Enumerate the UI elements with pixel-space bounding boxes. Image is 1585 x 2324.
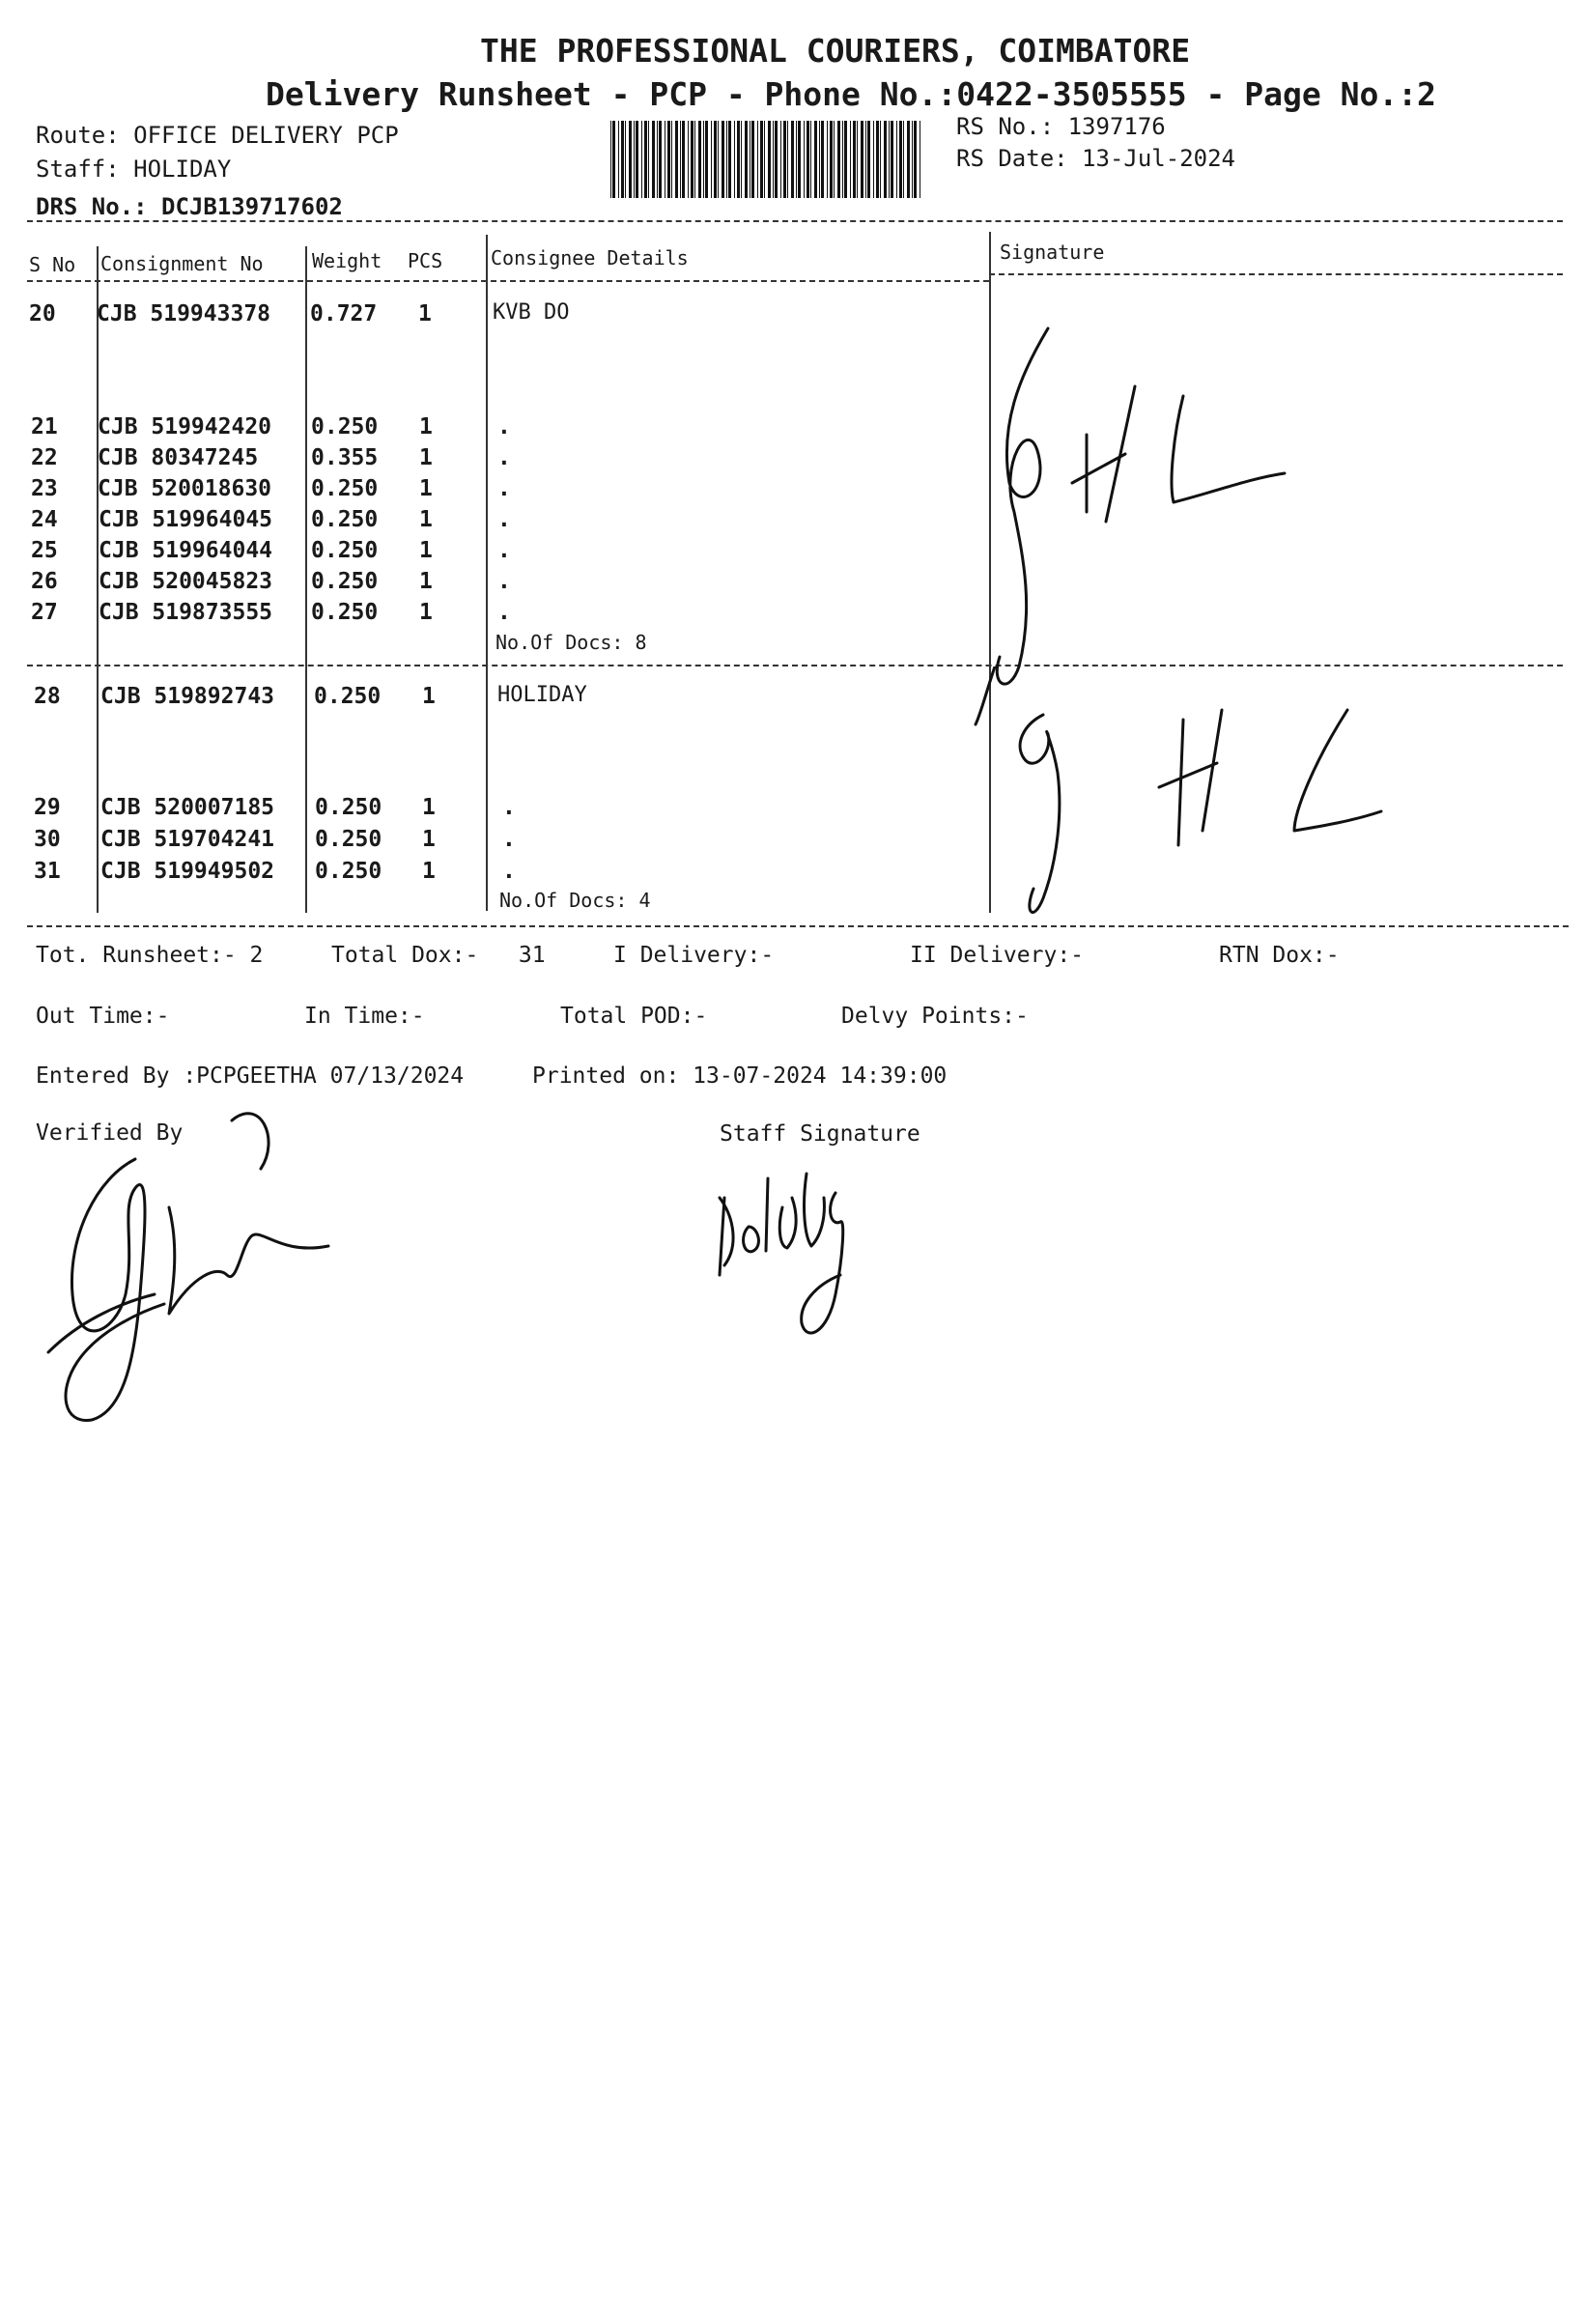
row-pcs: 1 [419, 476, 433, 501]
handwritten-signature-group-1 [980, 319, 1289, 715]
barcode-bar [694, 121, 695, 198]
row-sno: 29 [34, 795, 61, 820]
barcode-bar [644, 121, 647, 198]
row-consignment: CJB 519949502 [100, 859, 275, 884]
barcode-bar [834, 121, 835, 198]
barcode-bar [907, 121, 910, 198]
row-pcs: 1 [422, 827, 436, 852]
barcode-bar [682, 121, 685, 198]
company-name: THE PROFESSIONAL COURIERS, COIMBATORE [480, 32, 1191, 70]
barcode-bar [787, 121, 788, 198]
rs-number: RS No.: 1397176 [956, 113, 1166, 140]
tot-runsheet: Tot. Runsheet:- 2 [36, 943, 264, 968]
handwritten-signature-group-2 [966, 666, 1391, 927]
row-sno: 25 [31, 538, 58, 563]
row-weight: 0.355 [311, 445, 379, 470]
barcode-bar [899, 121, 902, 198]
barcode-bar [629, 121, 632, 198]
table-row [0, 600, 1585, 631]
barcode-bar [775, 121, 778, 198]
barcode-bar [804, 121, 805, 198]
row-weight: 0.250 [311, 569, 379, 594]
row-detail: . [497, 569, 511, 594]
ii-delivery: II Delivery:- [910, 943, 1085, 968]
docs-count: No.Of Docs: 8 [495, 631, 647, 654]
row-weight: 0.250 [315, 795, 382, 820]
row-detail: . [497, 414, 511, 439]
barcode-bar [625, 121, 626, 198]
row-weight: 0.250 [315, 859, 382, 884]
row-detail: . [502, 827, 516, 852]
barcode-bar [726, 121, 727, 198]
barcode-bar [880, 121, 881, 198]
barcode-bar [773, 121, 774, 198]
barcode-bar [791, 121, 794, 198]
row-consignment: CJB 520045823 [99, 569, 273, 594]
barcode-bar [641, 121, 642, 198]
row-consignment: CJB 520007185 [100, 795, 275, 820]
barcode-bar [764, 121, 765, 198]
i-delivery: I Delivery:- [613, 943, 775, 968]
table-row [0, 301, 1585, 332]
row-pcs: 1 [419, 507, 433, 532]
barcode-bar [884, 121, 887, 198]
row-consignment: CJB 519942420 [98, 414, 272, 439]
row-detail: . [497, 538, 511, 563]
barcode-bar [636, 121, 638, 198]
drs-number: DRS No.: DCJB139717602 [36, 193, 343, 220]
col-sno: S No [29, 253, 76, 276]
barcode-bar [807, 121, 809, 198]
barcode-bar [675, 121, 678, 198]
row-detail: . [497, 507, 511, 532]
row-pcs: 1 [419, 600, 433, 625]
barcode-bar [612, 121, 615, 198]
barcode-bar [844, 121, 847, 198]
entered-by: Entered By :PCPGEETHA 07/13/2024 [36, 1063, 465, 1089]
row-sno: 22 [31, 445, 58, 470]
consignee-name: HOLIDAY [497, 683, 587, 707]
barcode-bar [821, 121, 824, 198]
col-consignee: Consignee Details [491, 246, 689, 269]
rs-date: RS Date: 13-Jul-2024 [956, 145, 1235, 172]
verified-by-signature [39, 1101, 348, 1430]
row-pcs: 1 [419, 414, 433, 439]
barcode-bar [876, 121, 879, 198]
barcode-bar [745, 121, 748, 198]
row-consignment: CJB 520018630 [98, 476, 272, 501]
row-consignment: CJB 80347245 [98, 445, 259, 470]
out-time: Out Time:- [36, 1004, 170, 1029]
barcode-bar [648, 121, 649, 198]
row-detail: . [497, 476, 511, 501]
total-dox: Total Dox:- 31 [331, 943, 546, 968]
barcode-bar [671, 121, 672, 198]
staff-signature-label: Staff Signature [720, 1121, 920, 1147]
barcode-bar [657, 121, 658, 198]
row-pcs: 1 [422, 795, 436, 820]
barcode-bar [842, 121, 843, 198]
row-consignment: CJB 519964045 [99, 507, 273, 532]
barcode-bar [912, 121, 913, 198]
row-pcs: 1 [419, 569, 433, 594]
barcode-bar [667, 121, 670, 198]
col-signature: Signature [1000, 241, 1105, 264]
printed-on: Printed on: 13-07-2024 14:39:00 [532, 1063, 948, 1089]
row-sno: 28 [34, 684, 61, 709]
row-sno: 24 [31, 507, 58, 532]
barcode-bar [760, 121, 763, 198]
row-weight: 0.250 [311, 600, 379, 625]
table-row [0, 476, 1585, 507]
barcode-bar [798, 121, 801, 198]
barcode-bar [688, 121, 689, 198]
table-row [0, 569, 1585, 600]
row-consignment: CJB 519892743 [100, 684, 275, 709]
delvy-points: Delvy Points:- [841, 1004, 1029, 1029]
row-sno: 27 [31, 600, 58, 625]
row-sno: 20 [29, 301, 56, 326]
barcode-bar [889, 121, 890, 198]
row-detail: . [502, 795, 516, 820]
row-detail: . [497, 445, 511, 470]
barcode-bar [873, 121, 874, 198]
barcode-bar [837, 121, 840, 198]
row-pcs: 1 [419, 445, 433, 470]
barcode-bar [861, 121, 863, 198]
row-pcs: 1 [422, 859, 436, 884]
barcode-bar [741, 121, 742, 198]
barcode-bar [857, 121, 858, 198]
col-pcs: PCS [408, 249, 443, 272]
barcode-bar [621, 121, 624, 198]
col-weight: Weight [312, 249, 382, 272]
row-detail: . [497, 600, 511, 625]
barcode-bar [728, 121, 731, 198]
docs-count: No.Of Docs: 4 [499, 889, 651, 912]
barcode-bar [814, 121, 817, 198]
barcode-bar [610, 121, 611, 198]
runsheet-subtitle: Delivery Runsheet - PCP - Phone No.:0422-3505555 - Page No.:2 [266, 75, 1436, 113]
table-row [0, 507, 1585, 538]
row-pcs: 1 [419, 538, 433, 563]
barcode-bar [634, 121, 635, 198]
barcode-bar [896, 121, 897, 198]
barcode-bar [659, 121, 662, 198]
barcode-bar [680, 121, 681, 198]
barcode-bar [827, 121, 828, 198]
barcode-bar [867, 121, 870, 198]
verified-by-label: Verified By [36, 1120, 184, 1146]
barcode-bar [914, 121, 917, 198]
barcode-bar [722, 121, 724, 198]
barcode-bar [618, 121, 619, 198]
barcode-bar [783, 121, 786, 198]
barcode-bar [737, 121, 740, 198]
row-weight: 0.250 [315, 827, 382, 852]
barcode-bar [903, 121, 904, 198]
row-pcs: 1 [422, 684, 436, 709]
barcode-bar [757, 121, 758, 198]
barcode-bar [891, 121, 893, 198]
total-pod: Total POD:- [560, 1004, 708, 1029]
row-consignment: CJB 519964044 [99, 538, 273, 563]
barcode-bar [853, 121, 856, 198]
barcode-bar [734, 121, 735, 198]
row-consignment: CJB 519704241 [100, 827, 275, 852]
row-weight: 0.250 [311, 538, 379, 563]
barcode-bar [850, 121, 851, 198]
barcode [609, 121, 927, 198]
route-label: Route: OFFICE DELIVERY PCP [36, 122, 399, 149]
row-consignment: CJB 519943378 [97, 301, 271, 326]
row-weight: 0.250 [311, 476, 379, 501]
row-weight: 0.250 [311, 414, 379, 439]
barcode-bar [751, 121, 754, 198]
barcode-bar [810, 121, 811, 198]
barcode-bar [830, 121, 833, 198]
barcode-bar [796, 121, 797, 198]
header-rule-top [27, 220, 1563, 222]
row-sno: 31 [34, 859, 61, 884]
row-sno: 30 [34, 827, 61, 852]
row-detail: . [502, 859, 516, 884]
barcode-bar [705, 121, 708, 198]
barcode-bar [698, 121, 701, 198]
row-weight: 0.250 [314, 684, 382, 709]
barcode-bar [718, 121, 719, 198]
header-rule-bottom [27, 280, 989, 282]
header-rule-bottom-sig [989, 273, 1563, 275]
in-time: In Time:- [304, 1004, 425, 1029]
table-row [0, 414, 1585, 445]
row-pcs: 1 [418, 301, 432, 326]
barcode-bar [703, 121, 704, 198]
table-row [0, 538, 1585, 569]
row-weight: 0.250 [311, 507, 379, 532]
row-sno: 23 [31, 476, 58, 501]
row-sno: 21 [31, 414, 58, 439]
barcode-bar [714, 121, 717, 198]
table-row [0, 445, 1585, 476]
barcode-bar [711, 121, 712, 198]
rtn-dox: RTN Dox:- [1219, 943, 1340, 968]
staff-signature [710, 1159, 864, 1352]
barcode-bar [819, 121, 820, 198]
barcode-bar [780, 121, 781, 198]
col-consignment: Consignment No [100, 252, 264, 275]
barcode-bar [865, 121, 866, 198]
row-sno: 26 [31, 569, 58, 594]
row-weight: 0.727 [310, 301, 378, 326]
staff-label: Staff: HOLIDAY [36, 156, 232, 183]
barcode-bar [652, 121, 655, 198]
barcode-bar [691, 121, 693, 198]
row-consignment: CJB 519873555 [99, 600, 273, 625]
barcode-bar [768, 121, 771, 198]
consignee-name: KVB DO [493, 300, 570, 325]
